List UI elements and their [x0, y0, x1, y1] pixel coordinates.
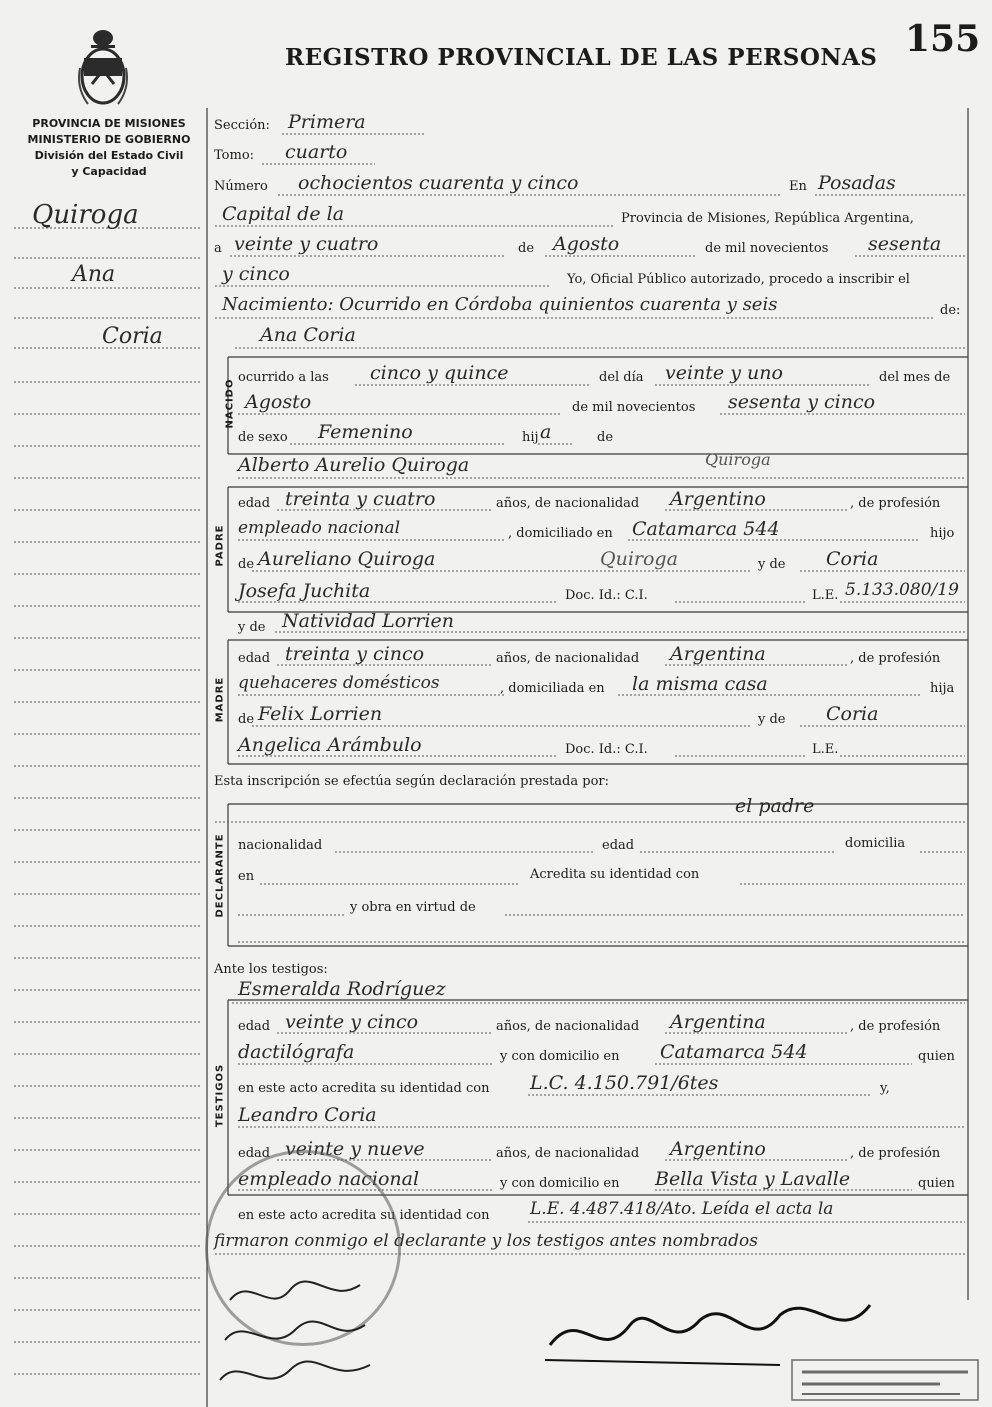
- madre-profesion: quehaceres domésticos: [238, 673, 440, 693]
- y-obra-label: y obra en virtud de: [350, 900, 476, 915]
- testigo-2-nombre: Leandro Coria: [238, 1104, 377, 1126]
- hora-value: cinco y quince: [370, 362, 509, 384]
- en-value: Posadas: [818, 172, 896, 194]
- official-rect-stamp: [790, 1358, 980, 1402]
- ocurrido-label: ocurrido a las: [238, 370, 329, 385]
- nombre-value: Ana Coria: [260, 324, 356, 346]
- tomo-label: Tomo:: [214, 148, 255, 163]
- padre-le: 5.133.080/19: [845, 580, 959, 600]
- madre-padre: Felix Lorrien: [258, 703, 383, 725]
- y-de-label-2: y de: [238, 620, 266, 635]
- domiciliado-label: , domiciliado en: [508, 526, 613, 541]
- cierre-acta: firmaron conmigo el declarante y los testigos antes nombrados: [214, 1231, 758, 1251]
- yo-oficial-label: Yo, Oficial Público autorizado, procedo a inscribir el: [567, 272, 910, 287]
- dia-value: veinte y uno: [665, 362, 783, 384]
- seccion-value: Primera: [288, 111, 366, 133]
- nacionalidad-label: nacionalidad: [238, 838, 323, 853]
- padre-profesion: empleado nacional: [238, 518, 401, 538]
- testigo-2-profesion: empleado nacional: [238, 1168, 420, 1190]
- y-de-label-3: y de: [758, 712, 786, 727]
- mes-value: Agosto: [245, 391, 312, 413]
- testigo-1-identidad: L.C. 4.150.791/6tes: [530, 1072, 719, 1094]
- profesion-label-4: , de profesión: [850, 1146, 941, 1161]
- y-de-label: y de: [758, 557, 786, 572]
- profesion-label: , de profesión: [850, 496, 941, 511]
- padre-nombre-correccion: Quiroga: [705, 450, 771, 469]
- signature-marks: [210, 1270, 390, 1407]
- en-label: En: [789, 179, 807, 194]
- en-label-2: en: [238, 869, 255, 884]
- margin-first-name: Ana: [72, 262, 116, 287]
- en-este-acto-label: en este acto acredita su identidad con: [238, 1081, 490, 1096]
- hij-suffix: a: [540, 421, 552, 443]
- profesion-label-2: , de profesión: [850, 651, 941, 666]
- testigo-1-edad: veinte y cinco: [285, 1011, 419, 1033]
- lugar-value: Capital de la: [222, 203, 345, 225]
- padre-nacionalidad: Argentino: [670, 488, 766, 510]
- nacido-side-label: NACIDO: [224, 378, 236, 429]
- page-number: 155: [905, 18, 981, 60]
- padre-madre-2: Josefa Juchita: [238, 580, 371, 602]
- anios-nac-label-2: años, de nacionalidad: [496, 651, 640, 666]
- anios-nac-label: años, de nacionalidad: [496, 496, 640, 511]
- edad-label-5: edad: [238, 1146, 271, 1161]
- le-label-2: L.E.: [812, 742, 839, 757]
- ante-testigos-label: Ante los testigos:: [214, 962, 328, 977]
- anio-value: sesenta y cinco: [728, 391, 876, 413]
- domiciliada-label: , domiciliada en: [500, 681, 605, 696]
- ministry-line: PROVINCIA DE MISIONES: [32, 117, 186, 130]
- anio-inscripcion-value-2: y cinco: [222, 263, 290, 285]
- padre-padre: Aureliano Quiroga: [258, 548, 436, 570]
- testigo-2-domicilio: Bella Vista y Lavalle: [655, 1168, 851, 1190]
- testigo-2-nacionalidad: Argentino: [670, 1138, 766, 1160]
- madre-madre-2: Angelica Arámbulo: [238, 734, 422, 756]
- testigo-1-domicilio: Catamarca 544: [660, 1041, 808, 1063]
- inscripcion-label: Esta inscripción se efectúa según declaración prestada por:: [214, 774, 609, 789]
- coat-of-arms-icon: [74, 28, 132, 112]
- mes-inscripcion-value: Agosto: [553, 233, 620, 255]
- provincia-label: Provincia de Misiones, República Argentina,: [621, 211, 914, 226]
- del-dia-label: del día: [599, 370, 644, 385]
- de-mil-label: de mil novecientos: [705, 241, 829, 256]
- hij-label: hij: [522, 430, 539, 445]
- de-label-4: de: [238, 712, 255, 727]
- anio-inscripcion-value-1: sesenta: [868, 233, 942, 255]
- domicilia-label: domicilia: [845, 836, 906, 851]
- de-mil-label-2: de mil novecientos: [572, 400, 696, 415]
- testigo-1-profesion: dactilógrafa: [238, 1041, 355, 1063]
- ministry-line: y Capacidad: [71, 165, 147, 178]
- y-comma-label: y,: [880, 1081, 890, 1096]
- padre-padre-correccion: Quiroga: [600, 548, 678, 570]
- anios-nac-label-4: años, de nacionalidad: [496, 1146, 640, 1161]
- testigo-2-edad: veinte y nueve: [285, 1138, 425, 1160]
- testigo-1-nombre: Esmeralda Rodríguez: [238, 978, 446, 1000]
- le-label: L.E.: [812, 588, 839, 603]
- padre-madre-1: Coria: [826, 548, 879, 570]
- doc-id-label: Doc. Id.: C.I.: [565, 588, 648, 603]
- seccion-label: Sección:: [214, 118, 270, 133]
- anios-nac-label-3: años, de nacionalidad: [496, 1019, 640, 1034]
- form-title: REGISTRO PROVINCIAL DE LAS PERSONAS: [285, 44, 878, 71]
- padre-edad: treinta y cuatro: [285, 488, 436, 510]
- de-label-2: de: [597, 430, 614, 445]
- de-label: de: [518, 241, 535, 256]
- edad-label: edad: [238, 496, 271, 511]
- madre-nacionalidad: Argentina: [670, 643, 766, 665]
- profesion-label-3: , de profesión: [850, 1019, 941, 1034]
- quien-label: quien: [918, 1049, 955, 1064]
- del-mes-label: del mes de: [879, 370, 951, 385]
- testigos-side-label: TESTIGOS: [214, 1063, 226, 1128]
- de-label-3: de: [238, 557, 255, 572]
- edad-label-2: edad: [238, 651, 271, 666]
- madre-domicilio: la misma casa: [632, 673, 768, 695]
- doc-id-label-2: Doc. Id.: C.I.: [565, 742, 648, 757]
- madre-side-label: MADRE: [214, 676, 226, 723]
- margin-second-surname: Coria: [102, 324, 163, 349]
- acto-value: Nacimiento: Ocurrido en Córdoba quinientos cuarenta y seis: [222, 294, 778, 315]
- madre-edad: treinta y cinco: [285, 643, 425, 665]
- ministry-line: División del Estado Civil: [34, 149, 184, 162]
- madre-nombre: Natividad Lorrien: [282, 610, 454, 632]
- testigo-1-nacionalidad: Argentina: [670, 1011, 766, 1033]
- margin-surname: Quiroga: [32, 200, 139, 230]
- acredita-label: Acredita su identidad con: [530, 867, 700, 882]
- ministry-heading: [14, 116, 204, 180]
- ministry-line: MINISTERIO DE GOBIERNO: [27, 133, 191, 146]
- padre-side-label: PADRE: [214, 524, 226, 567]
- hijo-label: hijo: [930, 526, 955, 541]
- tomo-value: cuarto: [285, 141, 348, 163]
- numero-label: Número: [214, 179, 268, 194]
- a-label: a: [214, 241, 222, 256]
- declarante-side-label: DECLARANTE: [214, 833, 226, 918]
- con-domicilio-label: y con domicilio en: [500, 1049, 620, 1064]
- edad-label-4: edad: [238, 1019, 271, 1034]
- numero-value: ochocientos cuarenta y cinco: [298, 172, 579, 194]
- dia-inscripcion-value: veinte y cuatro: [234, 233, 379, 255]
- padre-domicilio: Catamarca 544: [632, 518, 780, 540]
- madre-madre-1: Coria: [826, 703, 879, 725]
- padre-nombre: Alberto Aurelio Quiroga: [238, 454, 470, 476]
- sexo-value: Femenino: [318, 421, 413, 443]
- con-domicilio-label-2: y con domicilio en: [500, 1176, 620, 1191]
- de-colon-label: de:: [940, 303, 961, 318]
- edad-label-3: edad: [602, 838, 635, 853]
- quien-label-2: quien: [918, 1176, 955, 1191]
- de-sexo-label: de sexo: [238, 430, 288, 445]
- declarante-value: el padre: [735, 795, 815, 817]
- hija-label: hija: [930, 681, 955, 696]
- testigo-2-identidad: L.E. 4.487.418/Ato. Leída el acta la: [530, 1199, 834, 1219]
- en-este-acto-label-2: en este acto acredita su identidad con: [238, 1208, 490, 1223]
